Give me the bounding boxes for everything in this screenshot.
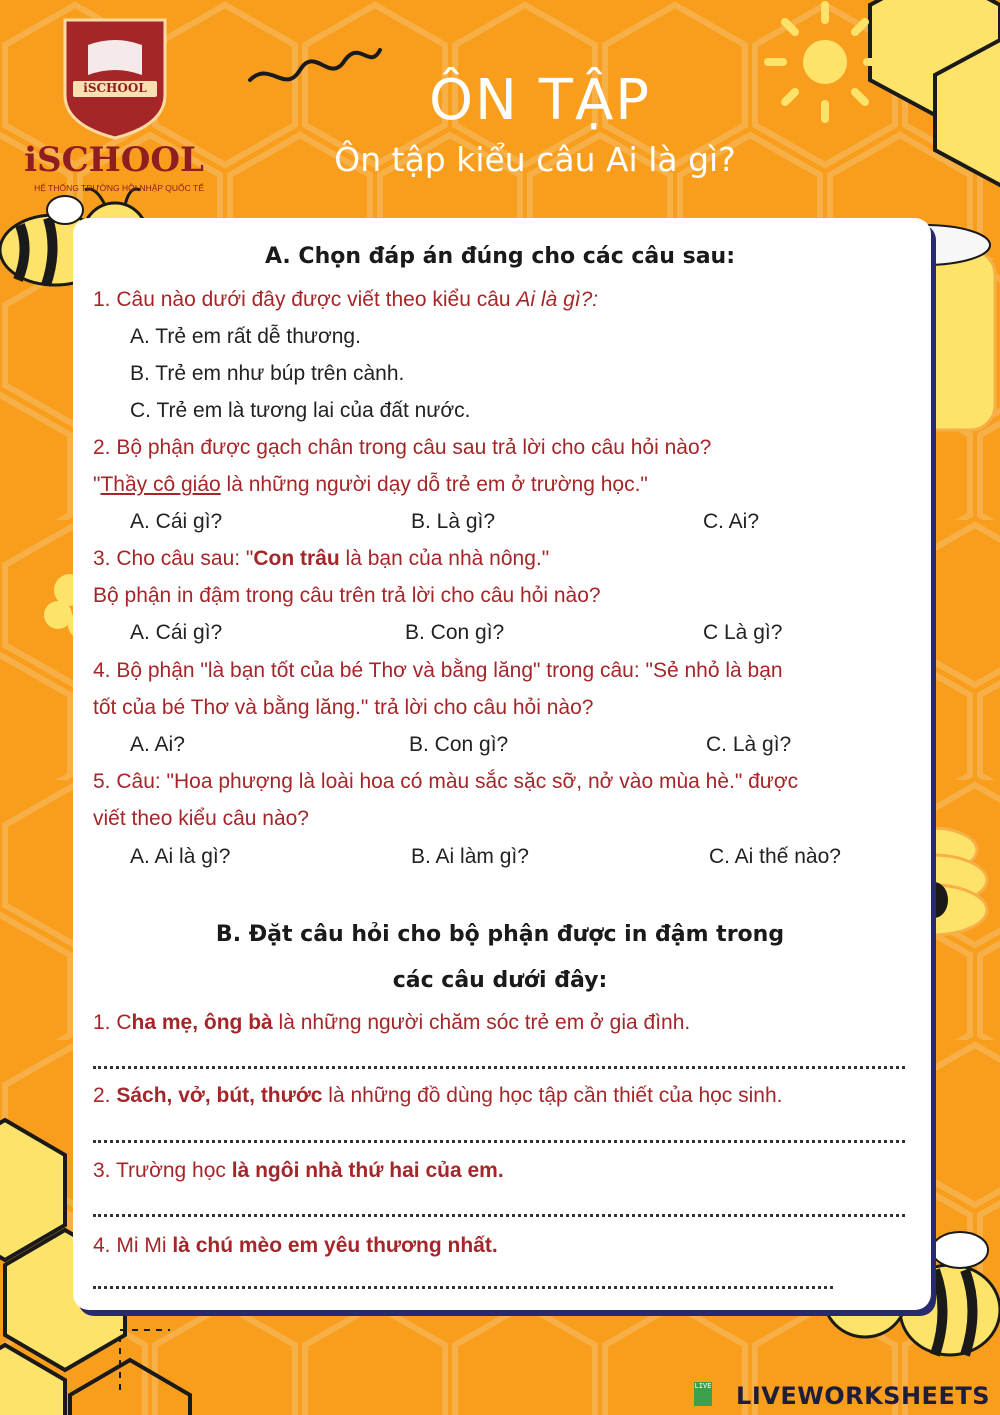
b1-sentence bbox=[93, 1010, 690, 1036]
q5-option-b[interactable]: B. Ai làm gì? bbox=[411, 845, 529, 868]
b4-sentence bbox=[93, 1233, 498, 1259]
q4-option-a[interactable]: A. Ai? bbox=[130, 733, 185, 756]
liveworksheets-badge: LIVE bbox=[694, 1382, 712, 1406]
logo-name: iSCHOOL bbox=[24, 140, 204, 180]
b2-bold: Sách, vở, bút, thước bbox=[116, 1084, 323, 1107]
q4-option-b[interactable]: B. Con gì? bbox=[409, 733, 509, 756]
q4-line2: tốt của bé Thơ và bằng lăng." trả lời cho câu hỏi nào? bbox=[93, 696, 594, 719]
sun-flower-icon bbox=[768, 5, 882, 119]
b1-answer-line[interactable] bbox=[93, 1062, 905, 1069]
q3-bold: Con trâu bbox=[253, 547, 340, 570]
b3-answer-line[interactable] bbox=[93, 1210, 905, 1217]
b2-pre: 2. bbox=[93, 1084, 117, 1107]
q1-option-b[interactable]: B. Trẻ em như búp trên cành. bbox=[130, 362, 405, 385]
q1-option-a[interactable]: A. Trẻ em rất dễ thương. bbox=[130, 325, 361, 348]
b4-pre: 4. Mi Mi bbox=[93, 1234, 173, 1257]
q1-option-c[interactable]: C. Trẻ em là tương lai của đất nước. bbox=[130, 399, 471, 422]
section-a-heading: A. Chọn đáp án đúng cho các câu sau: bbox=[264, 244, 735, 269]
q1-text bbox=[93, 287, 598, 313]
logo-tagline: HỆ THỐNG TRƯỜNG HỘI NHẬP QUỐC TẾ bbox=[34, 183, 204, 193]
q3-pre: 3. Cho câu sau: " bbox=[93, 547, 254, 570]
b3-sentence bbox=[93, 1158, 504, 1184]
b2-post: là những đồ dùng học tập cần thiết của học sinh. bbox=[322, 1084, 783, 1107]
q2-quote bbox=[93, 472, 648, 498]
b4-bold: là chú mèo em yêu thương nhất. bbox=[172, 1234, 498, 1257]
b3-bold: là ngôi nhà thứ hai của em. bbox=[231, 1159, 504, 1182]
q2-underlined: Thầy cô giáo bbox=[100, 473, 221, 496]
ischool-logo-shield bbox=[65, 20, 165, 138]
b2-sentence bbox=[93, 1083, 783, 1109]
q5-line2: viết theo kiểu câu nào? bbox=[93, 807, 309, 830]
q2-option-a[interactable]: A. Cái gì? bbox=[130, 510, 223, 533]
q1-prompt: 1. Câu nào dưới đây được viết theo kiểu câu bbox=[93, 288, 517, 311]
section-b-heading-1: B. Đặt câu hỏi cho bộ phận được in đậm trong bbox=[215, 922, 785, 947]
section-b-heading-2: các câu dưới đây: bbox=[392, 968, 608, 993]
q5-option-c[interactable]: C. Ai thế nào? bbox=[709, 845, 841, 868]
q2-text: 2. Bộ phận được gạch chân trong câu sau trả lời cho câu hỏi nào? bbox=[93, 436, 712, 459]
q2-option-b[interactable]: B. Là gì? bbox=[411, 510, 496, 533]
b1-pre: 1. C bbox=[93, 1011, 132, 1034]
q5-option-a[interactable]: A. Ai là gì? bbox=[130, 845, 231, 868]
page-title: ÔN TẬP bbox=[428, 68, 652, 133]
q3-option-b[interactable]: B. Con gì? bbox=[405, 621, 505, 644]
q1-italic: Ai là gì?: bbox=[516, 288, 599, 311]
q3-post: là bạn của nhà nông." bbox=[339, 547, 550, 570]
q2-quote-open: " bbox=[93, 473, 101, 496]
q4-line1: 4. Bộ phận "là bạn tốt của bé Thơ và bằng lăng" trong câu: "Sẻ nhỏ là bạn bbox=[93, 659, 783, 682]
q3-option-c[interactable]: C Là gì? bbox=[703, 621, 783, 644]
liveworksheets-watermark[interactable]: LIVEWORKSHEETS bbox=[736, 1382, 990, 1410]
q4-option-c[interactable]: C. Là gì? bbox=[706, 733, 792, 756]
b1-bold: ha mẹ, ông bà bbox=[131, 1011, 273, 1034]
b2-answer-line[interactable] bbox=[93, 1136, 905, 1143]
b1-post: là những người chăm sóc trẻ em ở gia đình. bbox=[272, 1011, 691, 1034]
q5-line1: 5. Câu: "Hoa phượng là loài hoa có màu sắc sặc sỡ, nở vào mùa hè." được bbox=[93, 770, 799, 793]
b4-answer-line[interactable] bbox=[93, 1282, 833, 1289]
logo-badge-text: iSCHOOL bbox=[83, 81, 147, 95]
q2-option-c[interactable]: C. Ai? bbox=[703, 510, 760, 533]
q3-line2: Bộ phận in đậm trong câu trên trả lời cho câu hỏi nào? bbox=[93, 584, 601, 607]
page-subtitle: Ôn tập kiểu câu Ai là gì? bbox=[334, 140, 736, 179]
q3-option-a[interactable]: A. Cái gì? bbox=[130, 621, 223, 644]
q2-quote-rest: là những người dạy dỗ trẻ em ở trường học." bbox=[220, 473, 648, 496]
b3-pre: 3. Trường học bbox=[93, 1159, 232, 1182]
q3-text bbox=[93, 546, 549, 572]
